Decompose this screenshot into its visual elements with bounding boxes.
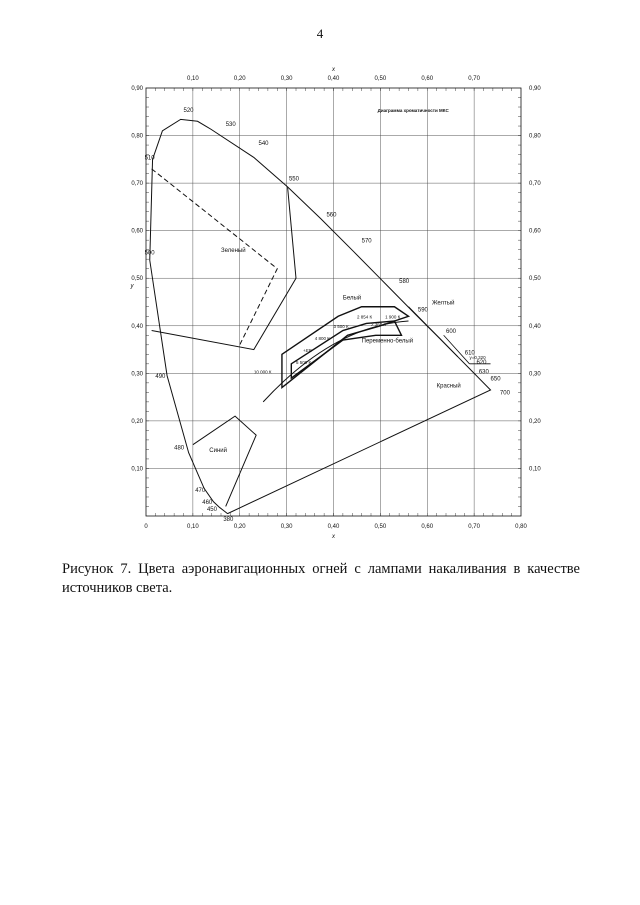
- green-boundary: [152, 187, 296, 350]
- x-tick-label-bottom: 0,30: [280, 524, 293, 530]
- wavelength-label: 530: [225, 122, 236, 129]
- wavelength-label: 510: [144, 155, 155, 162]
- wavelength-label: 570: [361, 238, 372, 245]
- wavelength-label: 590: [417, 307, 428, 314]
- green-dashed-boundary: [152, 169, 278, 345]
- y-tick-label-right: 0,40: [529, 323, 541, 330]
- y-tick-label-right: 0,50: [529, 276, 541, 283]
- region-label-variable-white: Переменно-белый: [361, 338, 414, 345]
- wavelength-label: 450: [206, 507, 217, 514]
- region-label-green: Зеленый: [221, 248, 246, 255]
- temperature-label: 4 800 К: [314, 336, 330, 342]
- y-tick-label-left: 0,70: [131, 181, 143, 188]
- x-tick-label-top: 0,50: [374, 76, 387, 82]
- axis-label-left: y: [130, 283, 134, 290]
- y-tick-label-left: 0,90: [131, 86, 143, 92]
- x-tick-label-bottom: 0,80: [515, 524, 527, 530]
- wavelength-label: 580: [399, 278, 410, 285]
- y-tick-label-right: 0,20: [529, 418, 541, 425]
- x-tick-label-top: 0,20: [233, 76, 246, 82]
- wavelength-label: 650: [490, 376, 501, 383]
- x-tick-label-bottom: 0,40: [327, 524, 340, 530]
- region-label-white: Белый: [342, 295, 362, 302]
- x-tick-label-top: 0,70: [468, 76, 480, 82]
- wavelength-label: 550: [288, 176, 299, 183]
- region-label-red: Красный: [436, 383, 461, 390]
- y-tick-label-left: 0,40: [131, 323, 143, 330]
- x-tick-label-top: 0,30: [280, 76, 293, 82]
- y-tick-label-left: 0,30: [131, 371, 143, 378]
- x-tick-label-bottom: 0,20: [233, 524, 246, 530]
- figure-caption: Рисунок 7. Цвета аэронавигационных огней с лампами накаливания в качестве источников света.: [62, 561, 580, 596]
- x-tick-label-bottom: 0: [144, 524, 148, 530]
- x-tick-label-bottom: 0,70: [468, 524, 480, 530]
- temperature-label: 1 900 К: [385, 314, 401, 320]
- axis-label-bottom: x: [332, 534, 335, 540]
- ee-annotation: +EE: [303, 347, 312, 353]
- wavelength-label: 560: [326, 212, 337, 219]
- wavelength-label: 480: [174, 445, 185, 452]
- region-label-blue: Синий: [209, 447, 227, 454]
- region-label-yellow: Желтый: [431, 300, 455, 307]
- temperature-label: 3 500 К: [333, 324, 349, 330]
- wavelength-label: 470: [195, 488, 206, 495]
- page-number: 4: [316, 26, 324, 41]
- x-tick-label-bottom: 0,50: [374, 524, 387, 530]
- wavelength-label: 700: [499, 390, 510, 397]
- y-tick-label-right: 0,80: [529, 133, 541, 140]
- wavelength-label: 630: [478, 369, 489, 376]
- temperature-label: 2 854 К: [356, 314, 373, 320]
- wavelength-label: 520: [183, 107, 194, 114]
- y-tick-label-right: 0,90: [529, 86, 541, 92]
- chart-grid: [146, 88, 521, 516]
- x-tick-label-bottom: 0,10: [187, 524, 199, 530]
- wavelength-label: 380: [223, 516, 234, 523]
- temperature-label: 10 000 К: [253, 369, 272, 375]
- wavelength-label: 460: [202, 500, 213, 507]
- y-tick-label-right: 0,70: [529, 181, 541, 188]
- x-tick-label-bottom: 0,60: [421, 524, 434, 530]
- y-tick-label-right: 0,10: [529, 466, 541, 473]
- y-tick-label-left: 0,20: [131, 418, 143, 425]
- axis-label-top: x: [332, 67, 335, 73]
- y-tick-label-right: 0,30: [529, 371, 541, 378]
- x-tick-label-top: 0,10: [187, 76, 199, 82]
- planckian-locus: [263, 321, 408, 402]
- y-tick-label-right: 0,60: [529, 228, 541, 235]
- y-tick-label-left: 0,10: [131, 466, 143, 473]
- y-tick-label-left: 0,60: [131, 228, 143, 235]
- spectral-locus: [150, 119, 491, 513]
- chart-labels: [130, 67, 511, 540]
- y-tick-label-left: 0,50: [131, 276, 143, 283]
- x-tick-label-top: 0,40: [327, 76, 340, 82]
- wavelength-label: 600: [446, 328, 457, 335]
- y-limit-annotation: y=0,320: [469, 355, 486, 361]
- temperature-label: 2 360 К: [371, 321, 387, 327]
- wavelength-label: 610: [464, 350, 475, 357]
- y-tick-label-left: 0,80: [131, 133, 143, 140]
- wavelength-label: 500: [144, 250, 155, 257]
- x-tick-label-top: 0,60: [421, 76, 434, 82]
- wavelength-label: 490: [155, 374, 166, 381]
- wavelength-label: 620: [476, 359, 487, 366]
- chart-curves: [150, 119, 491, 513]
- wavelength-label: 540: [258, 141, 269, 148]
- temperature-label: 5 500 К: [296, 359, 312, 365]
- chart-title: Диаграмма хроматичности МКС: [377, 107, 449, 113]
